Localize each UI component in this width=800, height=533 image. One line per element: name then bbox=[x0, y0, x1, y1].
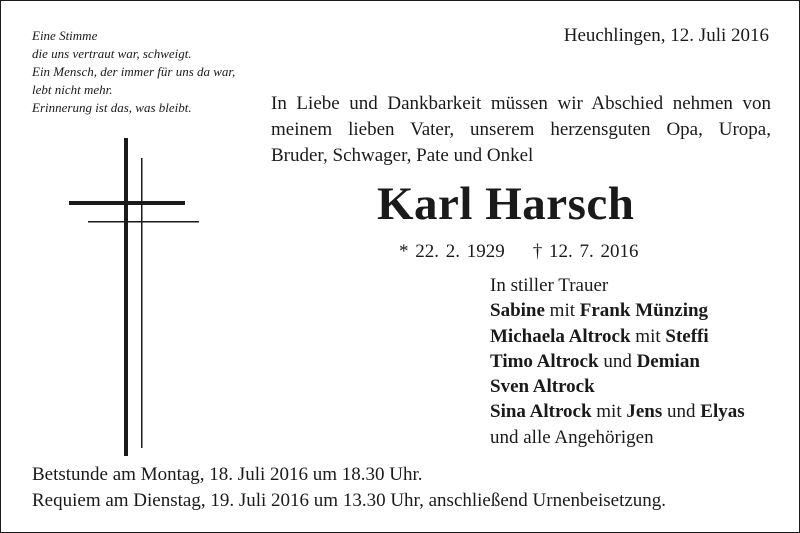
mourner-line bbox=[490, 349, 745, 374]
mourner-name: Demian bbox=[636, 350, 700, 372]
mourner-name: Steffi bbox=[665, 325, 709, 347]
poem-line: Eine Stimme bbox=[32, 28, 98, 43]
intro-line: meinem lieben Vater, unserem herzensguten Opa, Uropa, bbox=[271, 119, 771, 140]
prayer-service: Betstunde am Montag, 18. Juli 2016 um 18.30 Uhr. bbox=[32, 464, 423, 485]
mourners-closing: und alle Angehörigen bbox=[490, 426, 654, 448]
memorial-poem bbox=[32, 27, 235, 117]
intro-line: In Liebe und Dankbarkeit müssen wir Abschied nehmen von bbox=[271, 93, 771, 114]
mourner-name: Timo Altrock bbox=[490, 350, 599, 372]
intro-line: Bruder, Schwager, Pate und Onkel bbox=[271, 145, 534, 166]
mourner-line bbox=[490, 399, 745, 424]
birth-date: * 22. 2. 1929 bbox=[399, 241, 505, 262]
place-date: Heuchlingen, 12. Juli 2016 bbox=[563, 25, 769, 46]
mourner-name: Elyas bbox=[700, 401, 745, 423]
intro-text bbox=[271, 91, 771, 169]
poem-line: die uns vertraut war, schweigt. bbox=[32, 46, 192, 61]
mourner-connector: mit bbox=[630, 325, 666, 347]
mourner-name: Sabine bbox=[490, 300, 545, 322]
mourners-list bbox=[490, 273, 745, 450]
requiem-service: Requiem am Dienstag, 19. Juli 2016 um 13.30 Uhr, anschließend Urnenbeisetzung. bbox=[32, 490, 667, 511]
mourner-connector: und bbox=[598, 350, 637, 372]
poem-line: lebt nicht mehr. bbox=[32, 82, 113, 97]
mourner-name: Sina Altrock bbox=[490, 401, 592, 423]
mourner-line bbox=[490, 298, 745, 323]
mourner-line bbox=[490, 374, 745, 399]
mourner-name: Jens bbox=[626, 401, 663, 423]
life-dates bbox=[399, 241, 639, 263]
mourners-heading: In stiller Trauer bbox=[490, 275, 609, 296]
mourner-connector: mit bbox=[544, 300, 580, 322]
poem-line: Erinnerung ist das, was bleibt. bbox=[32, 100, 192, 115]
mourner-line bbox=[490, 324, 745, 349]
mourner-name: Frank Münzing bbox=[579, 300, 709, 322]
mourner-connector: und bbox=[662, 401, 701, 423]
deceased-name: Karl Harsch bbox=[377, 178, 635, 230]
mourner-connector: mit bbox=[591, 401, 627, 423]
mourner-lines bbox=[490, 298, 745, 424]
poem-line: Ein Mensch, der immer für uns da war, bbox=[32, 64, 236, 79]
mourner-name: Sven Altrock bbox=[490, 376, 595, 398]
death-date: † 12. 7. 2016 bbox=[532, 241, 639, 262]
service-info bbox=[32, 462, 666, 514]
mourner-name: Michaela Altrock bbox=[490, 325, 631, 347]
